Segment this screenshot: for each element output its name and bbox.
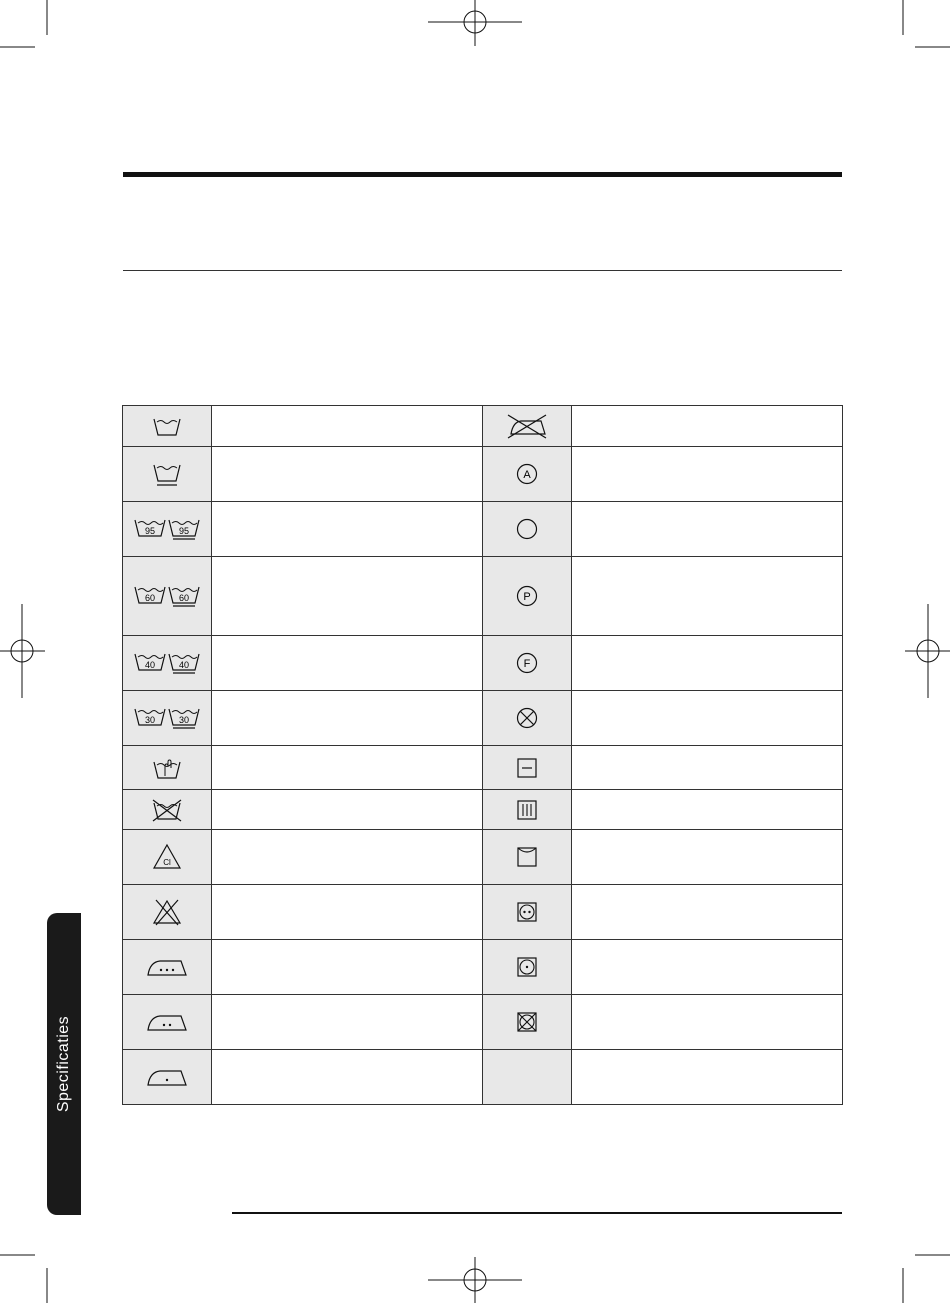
description-cell <box>212 790 483 830</box>
wash-temp-label: 40 <box>144 660 156 670</box>
iron-low-icon <box>145 1065 189 1089</box>
description-cell <box>572 691 843 746</box>
iron-high-icon <box>145 955 189 979</box>
description-cell <box>212 995 483 1050</box>
footer-rule <box>232 1212 842 1214</box>
description-cell <box>212 636 483 691</box>
table-row <box>123 406 843 447</box>
wash-tub-gentle-icon <box>152 459 182 489</box>
symbol-cell <box>123 940 212 995</box>
description-cell <box>572 995 843 1050</box>
symbol-cell <box>123 447 212 502</box>
do-not-dry-clean-icon <box>515 706 539 730</box>
header-thin-rule <box>123 270 842 271</box>
table-row <box>123 940 843 995</box>
wash-temp-label: 30 <box>144 715 156 725</box>
table-row <box>123 995 843 1050</box>
symbol-cell <box>123 830 212 885</box>
bleach-cl-icon <box>152 843 182 871</box>
description-cell <box>572 1050 843 1105</box>
symbol-cell <box>123 636 212 691</box>
header-thick-rule <box>123 172 842 177</box>
dry-clean-p-icon <box>515 584 539 608</box>
side-section-tab-label: Specificaties <box>55 1015 72 1113</box>
wash-temp-label: 60 <box>144 593 156 603</box>
description-cell <box>212 557 483 636</box>
dry-clean-letter: F <box>523 658 531 670</box>
symbol-cell <box>123 746 212 790</box>
description-cell <box>572 940 843 995</box>
line-dry-icon <box>516 846 538 868</box>
bleach-label: Cl <box>163 858 171 867</box>
wash-temp-label: 95 <box>178 526 190 536</box>
wash-temp-label: 40 <box>178 660 190 670</box>
symbol-cell <box>483 447 572 502</box>
symbol-cell <box>483 636 572 691</box>
description-cell <box>572 830 843 885</box>
symbol-cell <box>123 406 212 447</box>
table-row <box>123 636 843 691</box>
table-row <box>123 830 843 885</box>
description-cell <box>212 830 483 885</box>
table-row <box>123 1050 843 1105</box>
symbol-cell <box>483 830 572 885</box>
description-cell <box>572 790 843 830</box>
dry-clean-letter: A <box>523 469 531 481</box>
table-row <box>123 557 843 636</box>
wash-60-icon <box>134 581 200 611</box>
description-cell <box>212 940 483 995</box>
symbol-cell <box>123 790 212 830</box>
wash-30-icon <box>134 703 200 733</box>
table-row <box>123 502 843 557</box>
symbol-cell-empty <box>483 1050 572 1105</box>
symbol-cell <box>483 885 572 940</box>
description-cell <box>212 447 483 502</box>
dry-clean-f-icon <box>515 651 539 675</box>
symbol-cell <box>483 995 572 1050</box>
table-row <box>123 790 843 830</box>
symbol-cell <box>123 995 212 1050</box>
dry-clean-circle-icon <box>515 517 539 541</box>
description-cell <box>572 636 843 691</box>
table-row <box>123 691 843 746</box>
symbol-cell <box>483 691 572 746</box>
symbol-cell <box>123 691 212 746</box>
dry-clean-a-icon <box>515 462 539 486</box>
wash-temp-label: 30 <box>178 715 190 725</box>
wash-40-icon <box>134 648 200 678</box>
symbol-cell <box>483 406 572 447</box>
symbol-cell <box>483 940 572 995</box>
description-cell <box>212 406 483 447</box>
symbol-cell <box>483 790 572 830</box>
do-not-iron-icon <box>505 412 549 440</box>
symbol-cell <box>123 557 212 636</box>
description-cell <box>212 691 483 746</box>
symbol-cell <box>123 885 212 940</box>
description-cell <box>572 502 843 557</box>
description-cell <box>572 447 843 502</box>
symbol-cell <box>123 502 212 557</box>
description-cell <box>212 885 483 940</box>
tumble-dry-low-icon <box>516 956 538 978</box>
symbol-cell <box>483 746 572 790</box>
description-cell <box>212 746 483 790</box>
iron-medium-icon <box>145 1010 189 1034</box>
description-cell <box>572 885 843 940</box>
dry-flat-icon <box>516 757 538 779</box>
description-cell <box>572 557 843 636</box>
symbol-cell <box>123 1050 212 1105</box>
description-cell <box>572 746 843 790</box>
wash-tub-icon <box>152 413 182 439</box>
description-cell <box>212 502 483 557</box>
table-row <box>123 746 843 790</box>
symbol-cell <box>483 557 572 636</box>
description-cell <box>572 406 843 447</box>
tumble-dry-high-icon <box>516 901 538 923</box>
table-row <box>123 447 843 502</box>
care-symbols-table <box>122 405 843 1105</box>
dry-clean-letter: P <box>523 591 531 603</box>
side-section-tab <box>47 913 81 1215</box>
do-not-wash-icon <box>151 797 183 823</box>
do-not-bleach-icon <box>152 898 182 926</box>
drip-dry-icon <box>516 799 538 821</box>
wash-temp-label: 95 <box>144 526 156 536</box>
wash-95-icon <box>134 514 200 544</box>
description-cell <box>212 1050 483 1105</box>
hand-wash-icon <box>152 754 182 782</box>
table-row <box>123 885 843 940</box>
symbol-cell <box>483 502 572 557</box>
wash-temp-label: 60 <box>178 593 190 603</box>
do-not-tumble-dry-icon <box>516 1011 538 1033</box>
